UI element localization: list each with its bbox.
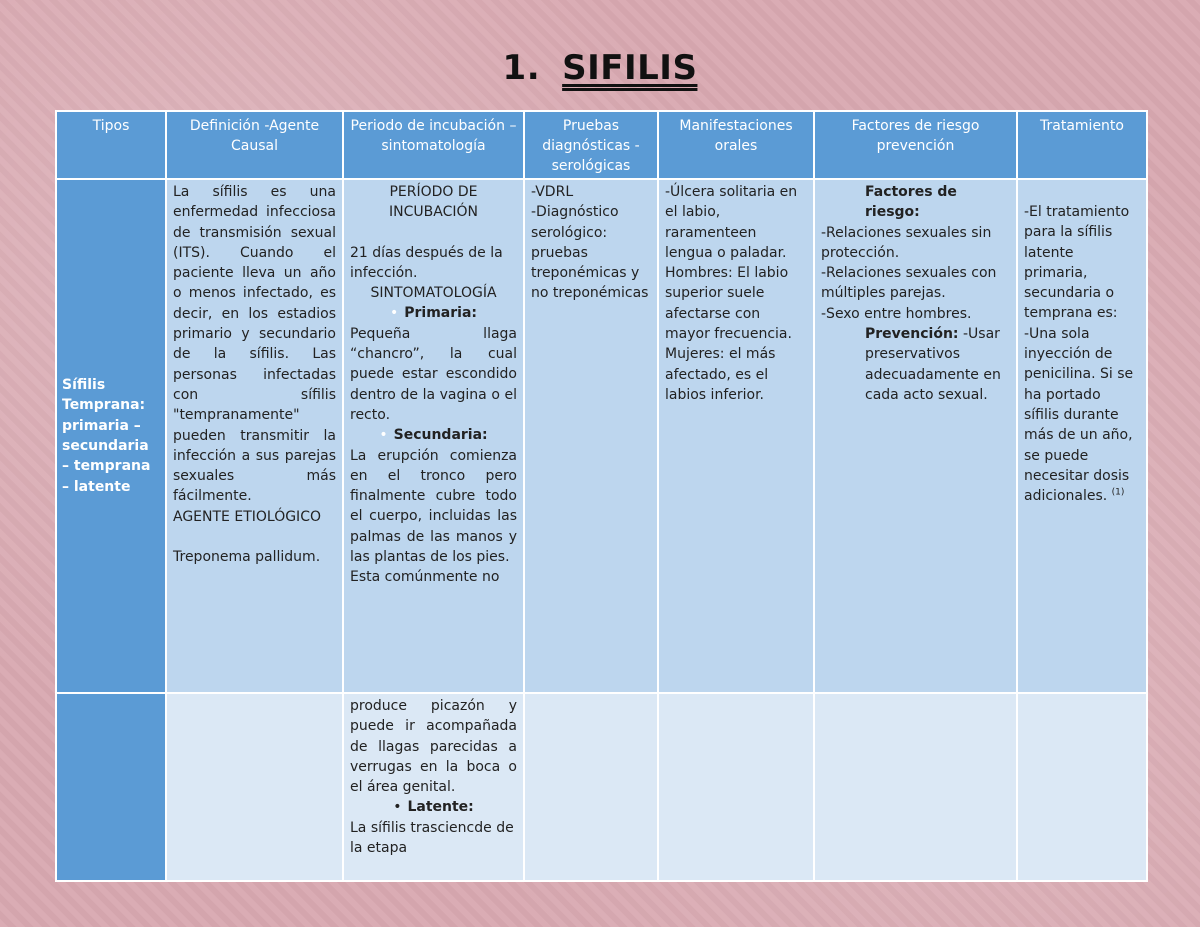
sintomatologia-title: SINTOMATOLOGÍA bbox=[370, 285, 497, 302]
manifestaciones-text: -Úlcera solitaria en el labio, raramenteen lengua o paladar. Hombres: El labio superior suele afectarse con mayor frecuencia. Mujeres: el más afectado, es el labios inferior. bbox=[665, 184, 798, 403]
latente-text: La sífilis trasciencde de la etapa bbox=[350, 819, 514, 857]
pruebas-item: -Diagnóstico serológico: pruebas treponémicas y no treponémicas bbox=[531, 204, 649, 302]
factores-label: Factores de riesgo: bbox=[865, 184, 957, 221]
bullet-icon: • bbox=[379, 427, 388, 444]
header-tipos: Tipos bbox=[56, 111, 166, 179]
bullet-icon: • bbox=[389, 305, 399, 322]
secundaria-text: La erupción comienza en el tronco pero finalmente cubre todo el cuerpo, incluidas las palmas de las manos y las plantas de los pies. bbox=[350, 447, 517, 566]
prevencion-text: -Usar preservativos adecuadamente en cada acto sexual. bbox=[865, 326, 1001, 403]
definicion-text: La sífilis es una enfermedad infecciosa de transmisión sexual (ITS). Cuando el paciente lleva un año o menos infectado, es decir, en los estadios primario y secundario de la sífilis. Las personas infectadas con sífilis "tempranamente" pueden transmitir la infección a sus parejas sexuales más fácilmente. bbox=[173, 184, 336, 505]
table-row bbox=[56, 693, 1147, 881]
title-word: SIFILIS bbox=[562, 48, 698, 88]
header-tratamiento: Tratamiento bbox=[1017, 111, 1147, 179]
bullet-icon: • bbox=[393, 799, 402, 816]
tratamiento-text-1: -El tratamiento para la sífilis latente primaria, secundaria o temprana es: bbox=[1024, 204, 1130, 322]
agente-valor: Treponema pallidum. bbox=[173, 549, 321, 566]
definicion-cell-empty bbox=[166, 693, 343, 881]
factores-cell-empty bbox=[814, 693, 1017, 881]
periodo-cell-continued bbox=[343, 693, 524, 881]
tratamiento-cell bbox=[1017, 179, 1147, 693]
tipo-cell-empty bbox=[56, 693, 166, 881]
table-row bbox=[56, 179, 1147, 693]
pruebas-cell bbox=[524, 179, 658, 693]
factores-cell bbox=[814, 179, 1017, 693]
page-title bbox=[0, 48, 1200, 88]
periodo-title: PERÍODO DE INCUBACIÓN bbox=[389, 184, 478, 221]
manifestaciones-cell-empty bbox=[658, 693, 814, 881]
agente-label: AGENTE ETIOLÓGICO bbox=[173, 508, 321, 525]
header-periodo: Periodo de incubación – sintomatología bbox=[343, 111, 524, 179]
factor-item: -Relaciones sexuales sin protección. bbox=[821, 224, 992, 261]
tipo-cell: Sífilis Temprana: primaria – secundaria – temprana – latente bbox=[56, 179, 166, 693]
header-manifestaciones: Manifestaciones orales bbox=[658, 111, 814, 179]
primaria-label: Primaria: bbox=[404, 305, 477, 322]
secundaria-continued: Esta comúnmente no bbox=[350, 569, 500, 586]
header-factores: Factores de riesgo prevención bbox=[814, 111, 1017, 179]
definicion-cell bbox=[166, 179, 343, 693]
secundaria-label: Secundaria: bbox=[393, 427, 488, 444]
prevencion-label: Prevención: bbox=[865, 326, 959, 343]
latente-label: Latente: bbox=[407, 799, 474, 816]
header-definicion: Definición -Agente Causal bbox=[166, 111, 343, 179]
pruebas-item: -VDRL bbox=[531, 184, 574, 200]
factor-item: -Relaciones sexuales con múltiples parejas. bbox=[821, 265, 997, 302]
header-pruebas: Pruebas diagnósticas -serológicas bbox=[524, 111, 658, 179]
syphilis-table bbox=[55, 110, 1148, 882]
periodo-continued-text: produce picazón y puede ir acompañada de llagas parecidas a verrugas en la boca o el área genital. bbox=[350, 698, 517, 796]
tratamiento-cell-empty bbox=[1017, 693, 1147, 881]
header-row bbox=[56, 111, 1147, 179]
periodo-cell bbox=[343, 179, 524, 693]
manifestaciones-cell bbox=[658, 179, 814, 693]
factor-item: -Sexo entre hombres. bbox=[821, 305, 972, 322]
reference-marker: (1) bbox=[1111, 487, 1125, 498]
pruebas-cell-empty bbox=[524, 693, 658, 881]
periodo-text: 21 días después de la infección. bbox=[350, 244, 503, 281]
title-number: 1. bbox=[502, 48, 541, 88]
tratamiento-text-2: -Una sola inyección de penicilina. Si se ha portado sífilis durante más de un año, se puede necesitar dosis adicionales. $^{(1)}$ bbox=[1024, 325, 1134, 505]
primaria-text: Pequeña llaga “chancro”, la cual puede estar escondido dentro de la vagina o el recto. bbox=[350, 325, 517, 423]
